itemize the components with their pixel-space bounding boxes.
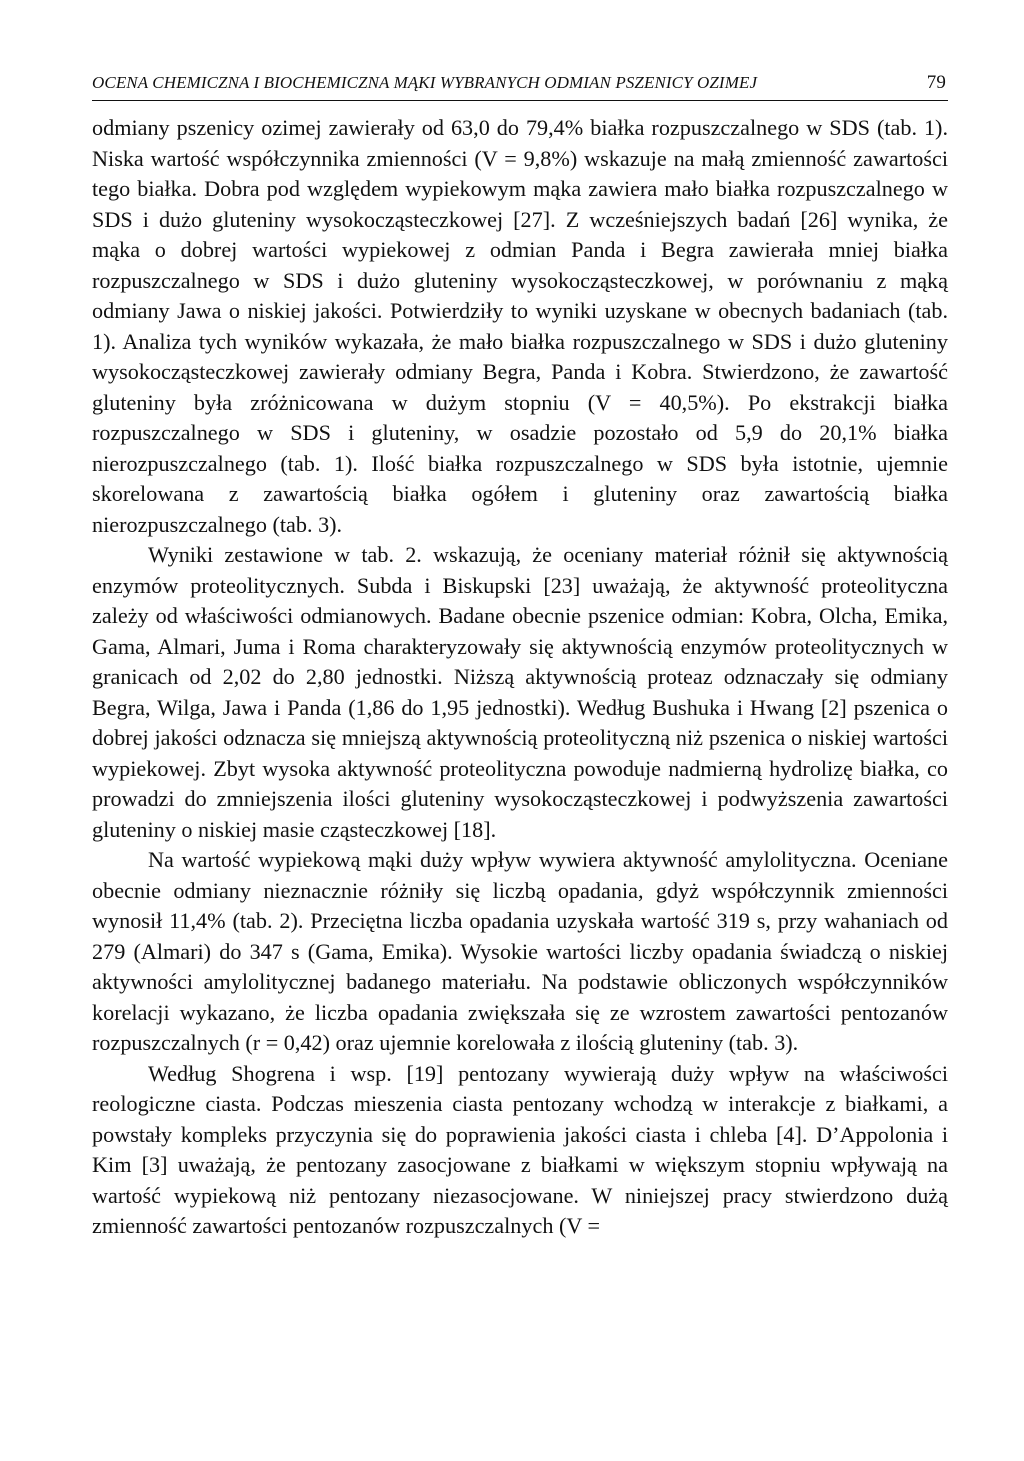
paragraph-4: Według Shogrena i wsp. [19] pentozany wywierają duży wpływ na właściwości reologiczne ciasta. Podczas mieszenia ciasta pentozany wchodzą w interakcje z białkami, a powstały kompleks przyczynia się do poprawienia jakości ciasta i chleba [4]. D’Appolonia i Kim [3] uważają, że pentozany zasocjowane z białkami w większym stopniu wpływają na wartość wypiekową niż pentozany niezasocjowane. W niniejszej pracy stwierdzono dużą zmienność zawartości pentozanów rozpuszczalnych (V =: [92, 1060, 948, 1238]
paragraph-2: Wyniki zestawione w tab. 2. wskazują, że oceniany materiał różnił się aktywnością enzymów proteolitycznych. Subda i Biskupski [23] uważają, że aktywność proteolityczna zależy od właściwości odmianowych. Badane obecnie pszenice odmian: Kobra, Olcha, Emika, Gama, Almari, Juma i Roma charakteryzowały się aktywnością enzymów proteolitycznych w granicach od 2,02 do 2,80 jednostki. Niższą aktywnością proteaz odznaczały się odmiany Begra, Wilga, Jawa i Panda (1,86 do 1,95 jednostki). Według Bushuka i Hwang [2] pszenica o dobrej jakości odznacza się mniejszą aktywnością proteolityczną niż pszenica o niskiej wartości wypiekowej. Zbyt wysoka aktywność proteolityczna powoduje nadmierną hydrolizę białka, co prowadzi do zmniejszenia ilości gluteniny wysokocząsteczkowej i podwyższenia zawartości gluteniny o niskiej masie cząsteczkowej [18].: [92, 542, 948, 842]
paragraph-1: odmiany pszenicy ozimej zawierały od 63,0 do 79,4% białka rozpuszczalnego w SDS (tab. 1). Niska wartość współczynnika zmienności (V = 9,8%) wskazuje na małą zmienność zawartości tego białka. Dobra pod względem wypiekowym mąka zawiera mało białka rozpuszczalnego w SDS i dużo gluteniny wysokocząsteczkowej [27]. Z wcześniejszych badań [26] wynika, że mąka o dobrej wartości wypiekowej z odmian Panda i Begra zawierała mniej białka rozpuszczalnego w SDS i dużo gluteniny wysokocząsteczkowej, w porównaniu z mąką odmiany Jawa o niskiej jakości. Potwierdziły to wyniki uzyskane w obecnych badaniach (tab. 1). Analiza tych wyników wykazała, że mało białka rozpuszczalnego w SDS i dużo gluteniny wysokocząsteczkowej zawierały odmiany Begra, Panda i Kobra. Stwierdzono, że zawartość gluteniny była zróżnicowana w dużym stopniu (V = 40,5%). Po ekstrakcji białka rozpuszczalnego w SDS i gluteniny, w osadzie pozostało od 5,9 do 20,1% białka nierozpuszczalnego (tab. 1). Ilość białka rozpuszczalnego w SDS była istotnie, ujemnie skorelowana z zawartością białka ogółem i gluteniny oraz zawartością białka nierozpuszczalnego (tab. 3).: [92, 115, 948, 537]
running-title: OCENA CHEMICZNA I BIOCHEMICZNA MĄKI WYBRANYCH ODMIAN PSZENICY OZIMEJ: [92, 73, 758, 92]
journal-page: [92, 72, 948, 1242]
paragraph-3: Na wartość wypiekową mąki duży wpływ wywiera aktywność amylolityczna. Oceniane obecnie odmiany nieznacznie różniły się liczbą opadania, gdyż współczynnik zmienności wynosił 11,4% (tab. 2). Przeciętna liczba opadania uzyskała wartość 319 s, przy wahaniach od 279 (Almari) do 347 s (Gama, Emika). Wysokie wartości liczby opadania świadczą o niskiej aktywności amylolitycznej badanego materiału. Na podstawie obliczonych współczynników korelacji wykazano, że liczba opadania zwiększała się ze wzrostem zawartości pentozanów rozpuszczalnych (r = 0,42) oraz ujemnie korelowała z ilością gluteniny (tab. 3).: [92, 847, 948, 1055]
running-header: [92, 72, 948, 101]
page-number: 79: [926, 72, 946, 93]
body-text: [92, 113, 948, 1242]
